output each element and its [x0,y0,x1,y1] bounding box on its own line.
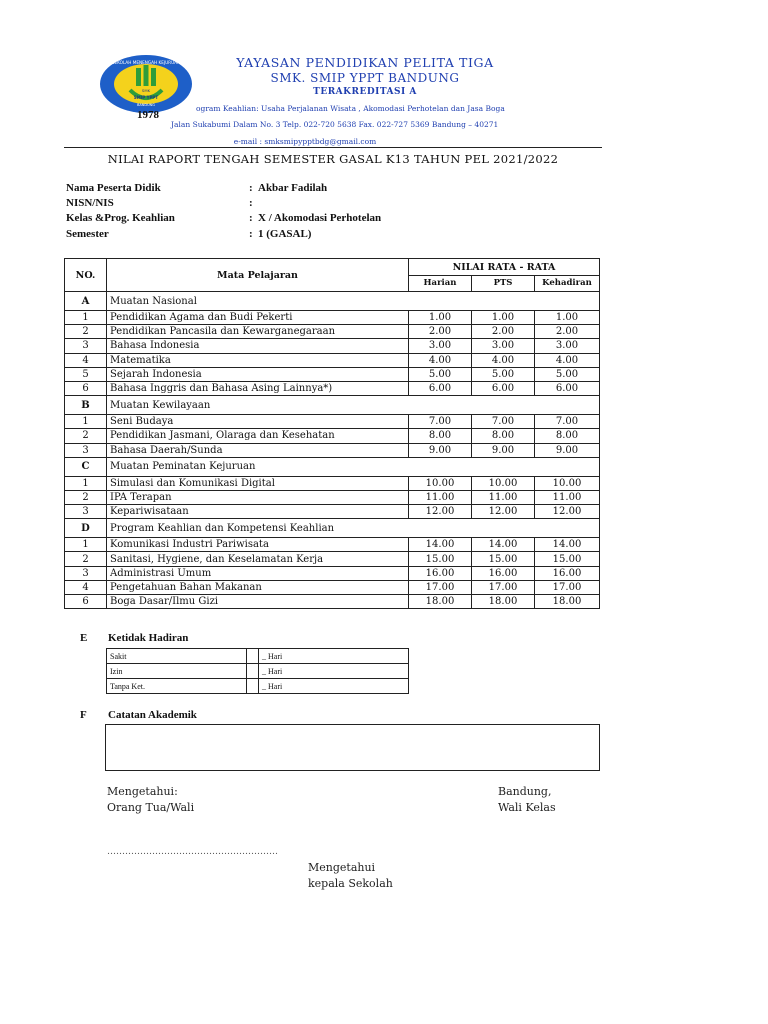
table-row [65,580,600,594]
subject-name: Administrasi Umum [107,566,409,580]
row-number: 3 [65,505,107,519]
logo-year: 1978 [137,109,159,121]
score-pts: 9.00 [472,443,535,457]
subject-name: Bahasa Indonesia [107,339,409,353]
absence-days: _ Hari [259,664,409,679]
section-row [65,396,600,415]
principal-ack-label: Mengetahui [308,861,376,874]
row-number: 1 [65,538,107,552]
score-harian: 8.00 [409,429,472,443]
section-name: Muatan Nasional [107,292,600,311]
table-row [65,552,600,566]
table-row [65,429,600,443]
table-row [65,381,600,395]
score-pts: 17.00 [472,580,535,594]
table-row [65,367,600,381]
program-list: ogram Keahlian: Usaha Perjalanan Wisata , Akomodasi Perhotelan dan Jasa Boga [196,104,505,113]
row-number: 6 [65,595,107,609]
score-harian: 12.00 [409,505,472,519]
section-name: Muatan Kewilayaan [107,396,600,415]
notes-title: Catatan Akademik [108,709,197,721]
row-number: 2 [65,325,107,339]
principal-label: kepala Sekolah [308,877,393,890]
col-subject: Mata Pelajaran [107,259,409,292]
student-field-label: Kelas &Prog. Keahlian [66,212,175,224]
score-harian: 1.00 [409,311,472,325]
score-kehadiran: 6.00 [535,381,600,395]
student-field-label: NISN/NIS [66,197,114,209]
attendance-table [106,648,409,694]
score-kehadiran: 4.00 [535,353,600,367]
col-group: NILAI RATA - RATA [409,259,600,276]
row-number: 2 [65,552,107,566]
score-pts: 10.00 [472,476,535,490]
score-kehadiran: 14.00 [535,538,600,552]
table-row [65,353,600,367]
col-no: NO. [65,259,107,292]
score-kehadiran: 2.00 [535,325,600,339]
section-code: D [65,519,107,538]
student-field-label: Semester [66,228,109,240]
student-field-label: Nama Peserta Didik [66,182,161,194]
subject-name: Pendidikan Agama dan Budi Pekerti [107,311,409,325]
score-harian: 10.00 [409,476,472,490]
score-pts: 18.00 [472,595,535,609]
row-number: 4 [65,580,107,594]
row-number: 3 [65,339,107,353]
score-harian: 5.00 [409,367,472,381]
absence-days: _ Hari [259,679,409,694]
score-harian: 18.00 [409,595,472,609]
table-row [65,339,600,353]
score-kehadiran: 15.00 [535,552,600,566]
svg-text:SMIP YPPT: SMIP YPPT [133,95,159,100]
col-kehadiran: Kehadiran [535,276,600,292]
section-row [65,292,600,311]
score-kehadiran: 11.00 [535,490,600,504]
score-harian: 6.00 [409,381,472,395]
section-code: B [65,396,107,415]
section-code: C [65,457,107,476]
absence-type: Sakit [107,649,247,664]
subject-name: Pengetahuan Bahan Makanan [107,580,409,594]
table-row [65,415,600,429]
table-row [65,538,600,552]
subject-name: Pendidikan Pancasila dan Kewarganegaraan [107,325,409,339]
score-harian: 4.00 [409,353,472,367]
row-number: 3 [65,566,107,580]
score-harian: 11.00 [409,490,472,504]
attendance-spacer [247,679,259,694]
row-number: 1 [65,311,107,325]
score-kehadiran: 7.00 [535,415,600,429]
score-kehadiran: 5.00 [535,367,600,381]
subject-name: Komunikasi Industri Pariwisata [107,538,409,552]
notes-box [105,724,600,771]
logo-ring-text: SEKOLAH MENENGAH KEJURUAN [111,60,181,65]
score-harian: 16.00 [409,566,472,580]
section-name: Program Keahlian dan Kompetensi Keahlian [107,519,600,538]
score-harian: 17.00 [409,580,472,594]
parent-signature-line: ………………………………………………… [107,847,278,857]
section-row [65,519,600,538]
table-row [65,490,600,504]
row-number: 3 [65,443,107,457]
score-pts: 5.00 [472,367,535,381]
subject-name: Bahasa Daerah/Sunda [107,443,409,457]
score-harian: 7.00 [409,415,472,429]
attendance-title: Ketidak Hadiran [108,632,189,644]
score-pts: 7.00 [472,415,535,429]
score-pts: 3.00 [472,339,535,353]
score-kehadiran: 3.00 [535,339,600,353]
score-kehadiran: 17.00 [535,580,600,594]
colon: : [249,212,253,224]
student-field-value: Akbar Fadilah [258,182,328,194]
colon: : [249,197,253,209]
school-name: SMK. SMIP YPPT BANDUNG [270,71,460,85]
place-label: Bandung, [498,785,552,798]
score-harian: 15.00 [409,552,472,566]
section-row [65,457,600,476]
row-number: 4 [65,353,107,367]
col-harian: Harian [409,276,472,292]
row-number: 6 [65,381,107,395]
score-harian: 3.00 [409,339,472,353]
attendance-row [107,664,409,679]
row-number: 5 [65,367,107,381]
section-name: Muatan Peminatan Kejuruan [107,457,600,476]
table-row [65,325,600,339]
table-row [65,505,600,519]
score-kehadiran: 10.00 [535,476,600,490]
subject-name: Kepariwisataan [107,505,409,519]
score-pts: 8.00 [472,429,535,443]
colon: : [249,182,253,194]
score-pts: 12.00 [472,505,535,519]
attendance-row [107,649,409,664]
subject-name: Sejarah Indonesia [107,367,409,381]
score-harian: 2.00 [409,325,472,339]
homeroom-label: Wali Kelas [498,801,556,814]
subject-name: Pendidikan Jasmani, Olaraga dan Kesehatan [107,429,409,443]
score-kehadiran: 8.00 [535,429,600,443]
col-pts: PTS [472,276,535,292]
score-pts: 11.00 [472,490,535,504]
subject-name: Boga Dasar/Ilmu Gizi [107,595,409,609]
subject-name: Bahasa Inggris dan Bahasa Asing Lainnya*) [107,381,409,395]
foundation-name: YAYASAN PENDIDIKAN PELITA TIGA [236,55,494,70]
colon: : [249,228,253,240]
parent-label: Orang Tua/Wali [107,801,195,814]
student-field-value: 1 (GASAL) [258,228,312,240]
score-kehadiran: 18.00 [535,595,600,609]
absence-type: Izin [107,664,247,679]
accreditation: TERAKREDITASI A [313,87,417,97]
attendance-spacer [247,664,259,679]
attendance-row [107,679,409,694]
svg-text:BANDUNG: BANDUNG [136,103,156,107]
school-address: Jalan Sukabumi Dalam No. 3 Telp. 022-720 5638 Fax. 022-727 5369 Bandung – 40271 [171,120,499,129]
table-row [65,311,600,325]
row-number: 2 [65,429,107,443]
attendance-spacer [247,649,259,664]
table-row [65,476,600,490]
document-title: NILAI RAPORT TENGAH SEMESTER GASAL K13 TAHUN PEL 2021/2022 [107,152,559,166]
score-pts: 4.00 [472,353,535,367]
score-kehadiran: 9.00 [535,443,600,457]
parent-ack-label: Mengetahui: [107,785,178,798]
score-pts: 2.00 [472,325,535,339]
row-number: 1 [65,476,107,490]
score-kehadiran: 12.00 [535,505,600,519]
header-divider [64,147,602,148]
subject-name: Seni Budaya [107,415,409,429]
score-pts: 14.00 [472,538,535,552]
table-row [65,595,600,609]
score-pts: 16.00 [472,566,535,580]
section-code: A [65,292,107,311]
score-pts: 6.00 [472,381,535,395]
absence-type: Tanpa Ket. [107,679,247,694]
score-pts: 15.00 [472,552,535,566]
absence-days: _ Hari [259,649,409,664]
table-row [65,443,600,457]
subject-name: IPA Terapan [107,490,409,504]
subject-name: Sanitasi, Hygiene, dan Keselamatan Kerja [107,552,409,566]
score-harian: 9.00 [409,443,472,457]
student-field-value: X / Akomodasi Perhotelan [258,212,382,224]
attendance-code: E [80,632,88,644]
row-number: 1 [65,415,107,429]
table-row [65,566,600,580]
score-kehadiran: 16.00 [535,566,600,580]
score-pts: 1.00 [472,311,535,325]
subject-name: Matematika [107,353,409,367]
score-harian: 14.00 [409,538,472,552]
grades-table [64,258,600,609]
score-kehadiran: 1.00 [535,311,600,325]
school-email: e-mail : smksmipypptbdg@gmail.com [233,137,377,146]
row-number: 2 [65,490,107,504]
svg-text:SMK: SMK [141,88,151,93]
subject-name: Simulasi dan Komunikasi Digital [107,476,409,490]
notes-code: F [80,709,87,721]
